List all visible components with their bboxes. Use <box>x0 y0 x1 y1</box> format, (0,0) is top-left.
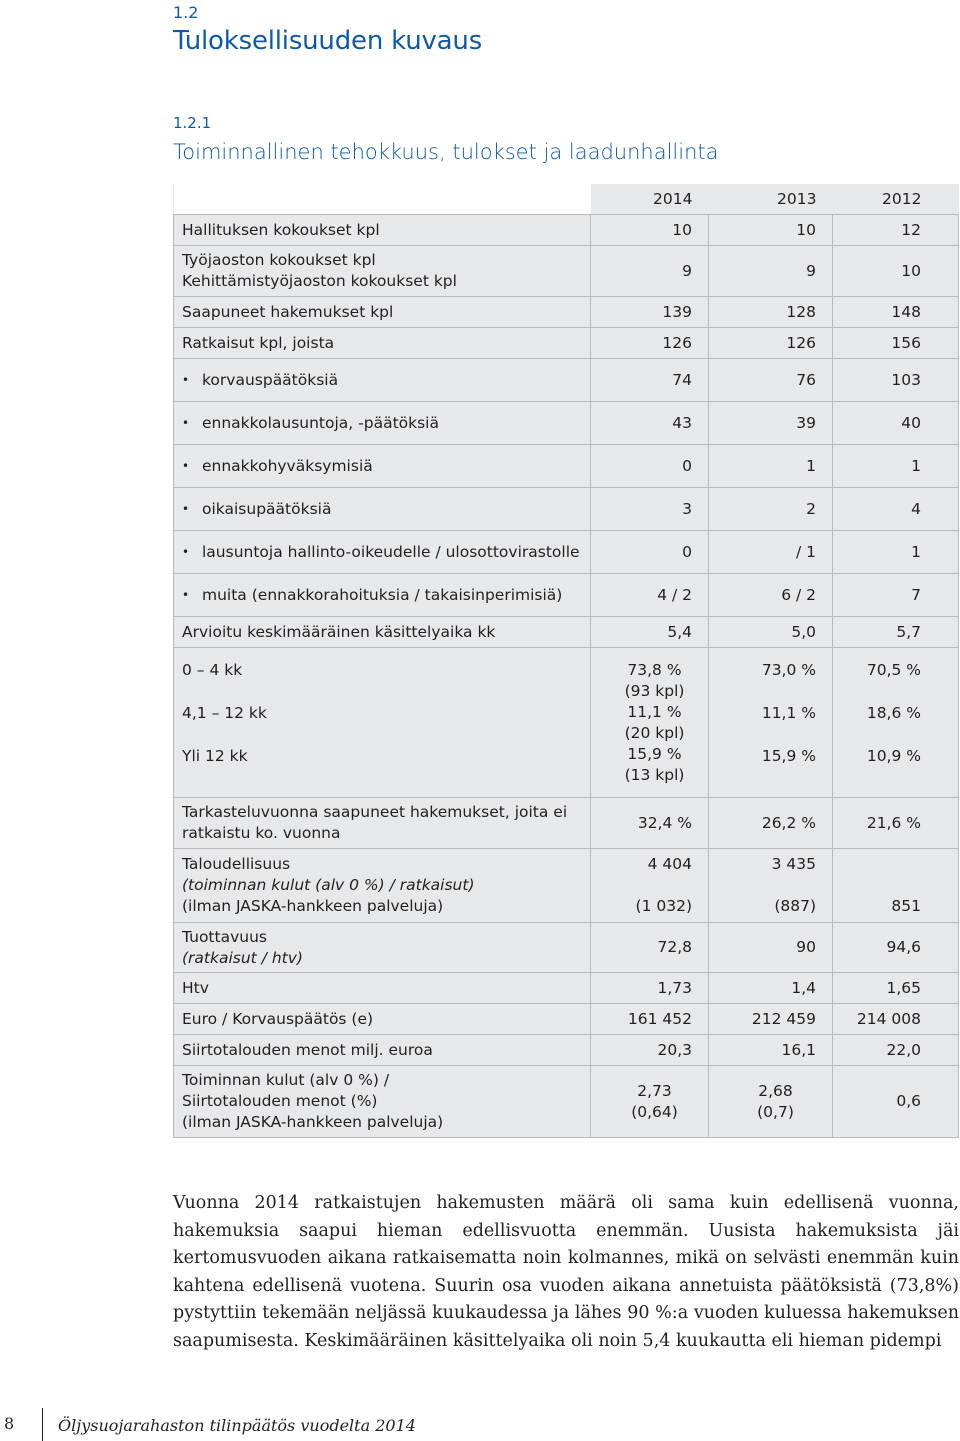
year-2013: 2013 <box>709 184 833 215</box>
cell-2013: 39 <box>709 402 833 445</box>
table-row <box>174 488 959 531</box>
row-label-line2: Siirtotalouden menot (%) <box>182 1092 378 1110</box>
value-bottom: 851 <box>891 897 921 915</box>
cell-2012: 1,65 <box>833 973 959 1004</box>
cell-2013 <box>709 648 833 798</box>
cell-2013: 212 459 <box>709 1004 833 1035</box>
row-label-line1: Tarkasteluvuonna saapuneet hakemukset, joita ei <box>182 803 568 821</box>
value: 11,1 % <box>761 704 816 722</box>
row-label-text: ennakkohyväksymisiä <box>202 456 373 475</box>
row-label-line1: Tuottavuus <box>182 927 267 946</box>
cell-2012: 4 <box>833 488 959 531</box>
cell-2012: 12 <box>833 215 959 246</box>
row-label: Ratkaisut kpl, joista <box>174 328 591 359</box>
row-label-line3: (ilman JASKA-hankkeen palveluja) <box>182 1113 444 1131</box>
value: 10,9 % <box>866 747 921 765</box>
row-label-line2: Kehittämistyöjaoston kokoukset kpl <box>182 272 457 290</box>
page-number: 8 <box>4 1414 15 1433</box>
cell-2014: 126 <box>591 328 709 359</box>
value: 73,0 % <box>761 661 816 679</box>
cell-2014: 43 <box>591 402 709 445</box>
section-title: Tuloksellisuuden kuvaus <box>173 26 483 56</box>
row-label: Siirtotalouden menot milj. euroa <box>174 1035 591 1066</box>
row-label-line1: Taloudellisuus <box>182 855 291 873</box>
table-row <box>174 445 959 488</box>
row-label <box>174 574 591 617</box>
cell-2014: 10 <box>591 215 709 246</box>
table-header-row <box>174 184 959 215</box>
table-row <box>174 973 959 1004</box>
spacer <box>600 875 692 896</box>
range-label-over-12: Yli 12 kk <box>182 747 248 765</box>
cell-2012: 214 008 <box>833 1004 959 1035</box>
cell-2013: 126 <box>709 328 833 359</box>
cell-2013: 10 <box>709 215 833 246</box>
footer-divider <box>42 1408 43 1441</box>
range-label-0-4: 0 – 4 kk <box>182 661 243 679</box>
row-label <box>174 488 591 531</box>
table-row <box>174 1035 959 1066</box>
cell-2012: 40 <box>833 402 959 445</box>
cell-2014: 161 452 <box>591 1004 709 1035</box>
row-label-line2: (toiminnan kulut (alv 0 %) / ratkaisut) <box>182 876 475 894</box>
cell-2014: 72,8 <box>591 923 709 973</box>
value-bottom: (1 032) <box>635 897 692 915</box>
cell-2013: 5,0 <box>709 617 833 648</box>
cell-2012: 94,6 <box>833 923 959 973</box>
row-label <box>174 798 591 849</box>
value: 73,8 % <box>627 661 682 679</box>
table-row <box>174 1004 959 1035</box>
cell-2012: 1 <box>833 445 959 488</box>
cell-2013: 76 <box>709 359 833 402</box>
row-label: Htv <box>174 973 591 1004</box>
cell-2014: 1,73 <box>591 973 709 1004</box>
table-row <box>174 297 959 328</box>
cell-2012: 103 <box>833 359 959 402</box>
cell-2013: 128 <box>709 297 833 328</box>
cell-2013: 1 <box>709 445 833 488</box>
footer-title: Öljysuojarahaston tilinpäätös vuodelta 2014 <box>58 1416 416 1435</box>
row-label: Hallituksen kokoukset kpl <box>174 215 591 246</box>
row-label <box>174 531 591 574</box>
value-top: 3 435 <box>771 855 816 873</box>
value: 2,73 <box>637 1081 672 1100</box>
table-row <box>174 849 959 923</box>
table-row <box>174 246 959 297</box>
table-row <box>174 1066 959 1138</box>
row-label: Saapuneet hakemukset kpl <box>174 297 591 328</box>
value-top: 4 404 <box>647 855 692 873</box>
spacer <box>718 875 816 896</box>
year-2014: 2014 <box>591 184 709 215</box>
table-row <box>174 328 959 359</box>
value: 11,1 % <box>627 703 682 721</box>
cell-2012: 7 <box>833 574 959 617</box>
header-empty-cell <box>174 184 591 215</box>
subsection-number: 1.2.1 <box>173 114 212 132</box>
row-label <box>174 402 591 445</box>
cell-2013: 1,4 <box>709 973 833 1004</box>
row-label-text: muita (ennakkorahoituksia / takaisinperimisiä) <box>202 585 563 604</box>
cell-2013: 6 / 2 <box>709 574 833 617</box>
cell-2014: 20,3 <box>591 1035 709 1066</box>
cell-2014: 3 <box>591 488 709 531</box>
value: (20 kpl) <box>624 724 685 742</box>
row-label <box>174 648 591 798</box>
cell-2014: 5,4 <box>591 617 709 648</box>
table-row <box>174 359 959 402</box>
value-sub: (0,64) <box>631 1102 678 1121</box>
cell-2014 <box>591 648 709 798</box>
cell-2014: 0 <box>591 445 709 488</box>
value-bottom: (887) <box>774 897 816 915</box>
row-label <box>174 359 591 402</box>
bullet-icon: • <box>182 372 190 387</box>
cell-2013: / 1 <box>709 531 833 574</box>
table-row <box>174 923 959 973</box>
bullet-icon: • <box>182 587 190 602</box>
value: 15,9 % <box>761 747 816 765</box>
subsection-title: Toiminnallinen tehokkuus, tulokset ja laadunhallinta <box>173 140 719 164</box>
cell-2012 <box>833 648 959 798</box>
section-number: 1.2 <box>173 3 199 22</box>
row-label: Euro / Korvauspäätös (e) <box>174 1004 591 1035</box>
body-paragraph: Vuonna 2014 ratkaistujen hakemusten määrä oli sama kuin edellisenä vuonna, hakemuksia saapui hieman edellisvuotta enemmän. Uusista hakemuksista jäi kertomusvuoden aikana ratkaisematta noin kolmannes, mikä on selvästi enemmän kuin kahtena edellisenä vuotena. Suurin osa vuoden aikana annetuista päätöksistä (73,8%) pystyttiin tekemään neljässä kuukaudessa ja lähes 90 %:a vuoden kuluessa hakemuksen saapumisesta. Keskimääräinen käsittelyaika oli noin 5,4 kuukautta eli hieman pidempi <box>173 1193 959 1351</box>
cell-2013: 16,1 <box>709 1035 833 1066</box>
value: (93 kpl) <box>624 682 685 700</box>
row-label-text: lausuntoja hallinto-oikeudelle / ulosottovirastolle <box>202 542 580 561</box>
table-row <box>174 574 959 617</box>
value-sub: (0,7) <box>757 1102 794 1121</box>
year-2012: 2012 <box>833 184 959 215</box>
row-label-line1: Työjaoston kokoukset kpl <box>182 251 376 269</box>
row-label-text: oikaisupäätöksiä <box>202 499 332 518</box>
row-label-text: korvauspäätöksiä <box>202 370 339 389</box>
cell-2013: 90 <box>709 923 833 973</box>
table-row <box>174 798 959 849</box>
cell-2013 <box>709 849 833 923</box>
row-label <box>174 246 591 297</box>
value: 2,68 <box>758 1081 793 1100</box>
cell-2014 <box>591 849 709 923</box>
bullet-icon: • <box>182 415 190 430</box>
value: 18,6 % <box>866 704 921 722</box>
cell-2012: 10 <box>833 246 959 297</box>
cell-2012: 0,6 <box>833 1066 959 1138</box>
value: 70,5 % <box>866 661 921 679</box>
row-label-line2: ratkaistu ko. vuonna <box>182 824 341 842</box>
cell-2014: 9 <box>591 246 709 297</box>
cell-2014: 4 / 2 <box>591 574 709 617</box>
row-label-line3: (ilman JASKA-hankkeen palveluja) <box>182 897 444 915</box>
bullet-icon: • <box>182 544 190 559</box>
cell-2012: 1 <box>833 531 959 574</box>
cell-2012 <box>833 849 959 923</box>
cell-2013: 2 <box>709 488 833 531</box>
cell-2014: 74 <box>591 359 709 402</box>
value: 15,9 % <box>627 745 682 763</box>
cell-2014: 32,4 % <box>591 798 709 849</box>
cell-2012: 148 <box>833 297 959 328</box>
value-top <box>842 854 921 875</box>
cell-2012: 21,6 % <box>833 798 959 849</box>
cell-2012: 5,7 <box>833 617 959 648</box>
row-label: Arvioitu keskimääräinen käsittelyaika kk <box>174 617 591 648</box>
table-row <box>174 531 959 574</box>
bullet-icon: • <box>182 458 190 473</box>
cell-2014: 0 <box>591 531 709 574</box>
results-table <box>173 184 959 1138</box>
row-label <box>174 923 591 973</box>
table-row <box>174 648 959 798</box>
row-label-line1: Toiminnan kulut (alv 0 %) / <box>182 1071 390 1089</box>
cell-2012: 22,0 <box>833 1035 959 1066</box>
table-row <box>174 215 959 246</box>
row-label <box>174 1066 591 1138</box>
row-label-line2: (ratkaisut / htv) <box>182 948 303 967</box>
table-row <box>174 617 959 648</box>
row-label-text: ennakkolausuntoja, -päätöksiä <box>202 413 439 432</box>
value: (13 kpl) <box>624 766 685 784</box>
range-label-4-12: 4,1 – 12 kk <box>182 704 267 722</box>
row-label <box>174 849 591 923</box>
cell-2014: 139 <box>591 297 709 328</box>
spacer <box>842 875 921 896</box>
cell-2013 <box>709 1066 833 1138</box>
cell-2013: 9 <box>709 246 833 297</box>
cell-2014 <box>591 1066 709 1138</box>
table-row <box>174 402 959 445</box>
bullet-icon: • <box>182 501 190 516</box>
cell-2013: 26,2 % <box>709 798 833 849</box>
row-label <box>174 445 591 488</box>
cell-2012: 156 <box>833 328 959 359</box>
